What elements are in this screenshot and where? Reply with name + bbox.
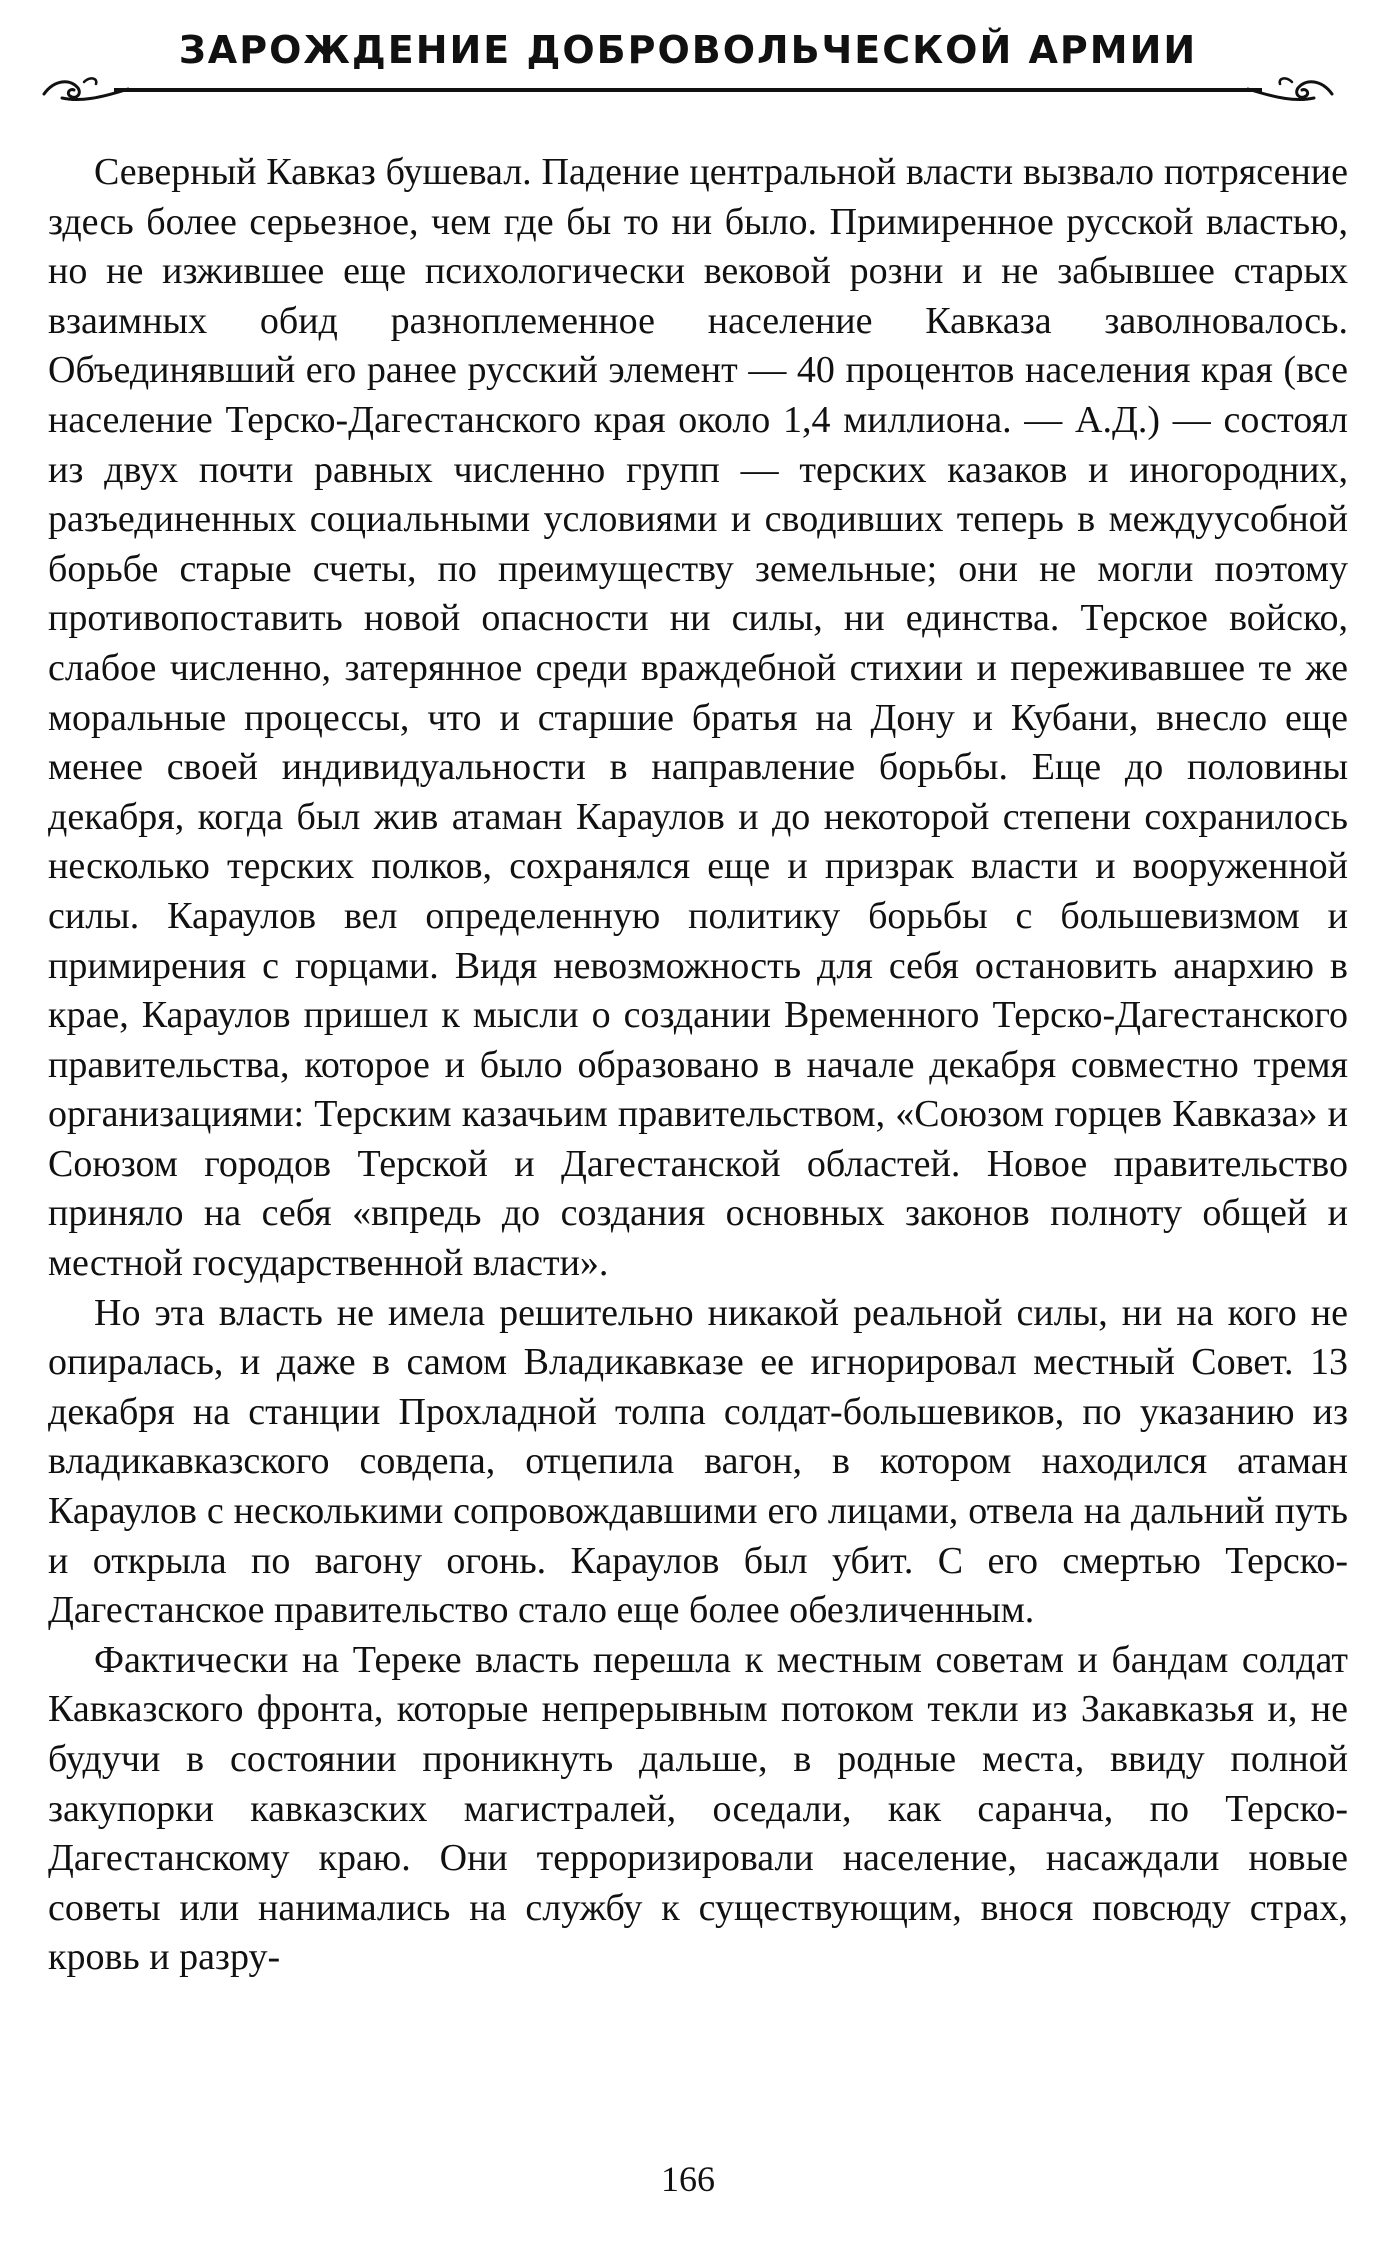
flourish-right-icon — [1246, 68, 1336, 108]
paragraph: Северный Кавказ бушевал. Падение центральной власти вызвало потрясение здесь более серьезное, чем где бы то ни было. Примиренное русской властью, но не изжившее еще психологически вековой розни и не забывшее старых взаимных обид разноплеменное население Кавказа заволновалось. Объединявший его ранее русский элемент — 40 процентов населения края (все население Терско-Дагестанского края около 1,4 миллиона. — А.Д.) — состоял из двух почти равных численно групп — терских казаков и иногородних, разъединенных социальными условиями и сводивших теперь в междуусобной борьбе старые счеты, по преимуществу земельные; они не могли поэтому противопоставить новой опасности ни силы, ни единства. Терское войско, слабое численно, затерянное среди враждебной стихии и переживавшее те же моральные процессы, что и старшие братья на Дону и Кубани, внесло еще менее своей индивидуальности в направление борьбы. Еще до половины декабря, когда был жив атаман Караулов и до некоторой степени сохранилось несколько терских полков, сохранялся еще и призрак власти и вооруженной силы. Караулов вел определенную политику борьбы с большевизмом и примирения с горцами. Видя невозможность для себя остановить анархию в крае, Караулов пришел к мысли о создании Временного Терско-Дагестанского правительства, которое и было образовано в начале декабря совместно тремя организациями: Терским казачьим правительством, «Союзом горцев Кавказа» и Союзом городов Терской и Дагестанской областей. Новое правительство приняло на себя «впредь до создания основных законов полноту общей и местной государственной власти». — [48, 151, 1348, 1285]
header-rule — [114, 88, 1262, 92]
paragraph: Фактически на Тереке власть перешла к местным советам и бандам солдат Кавказского фронта, которые непрерывным потоком текли из Закавказья и, не будучи в состоянии проникнуть дальше, в родные места, ввиду полной закупорки кавказских магистралей, оседали, как саранча, по Терско-Дагестанскому краю. Они терроризировали население, насаждали новые советы или нанимались на службу к существующим, внося повсюду страх, кровь и разру- — [48, 1638, 1348, 1979]
running-header — [40, 22, 1336, 102]
paragraph: Но эта власть не имела решительно никакой реальной силы, ни на кого не опиралась, и даже в самом Владикавказе ее игнорировал местный Совет. 13 декабря на станции Прохладной толпа солдат-большевиков, по указанию из владикавказского совдепа, отцепила вагон, в котором находился атаман Караулов с несколькими сопровождавшими его лицами, отвела на дальний путь и открыла по вагону огонь. Караулов был убит. С его смертью Терско-Дагестанское правительство стало еще более обезличенным. — [48, 1291, 1348, 1632]
running-title: ЗАРОЖДЕНИЕ ДОБРОВОЛЬЧЕСКОЙ АРМИИ — [178, 28, 1198, 72]
body-text — [48, 148, 1348, 1983]
page-number: 166 — [661, 2159, 715, 2199]
